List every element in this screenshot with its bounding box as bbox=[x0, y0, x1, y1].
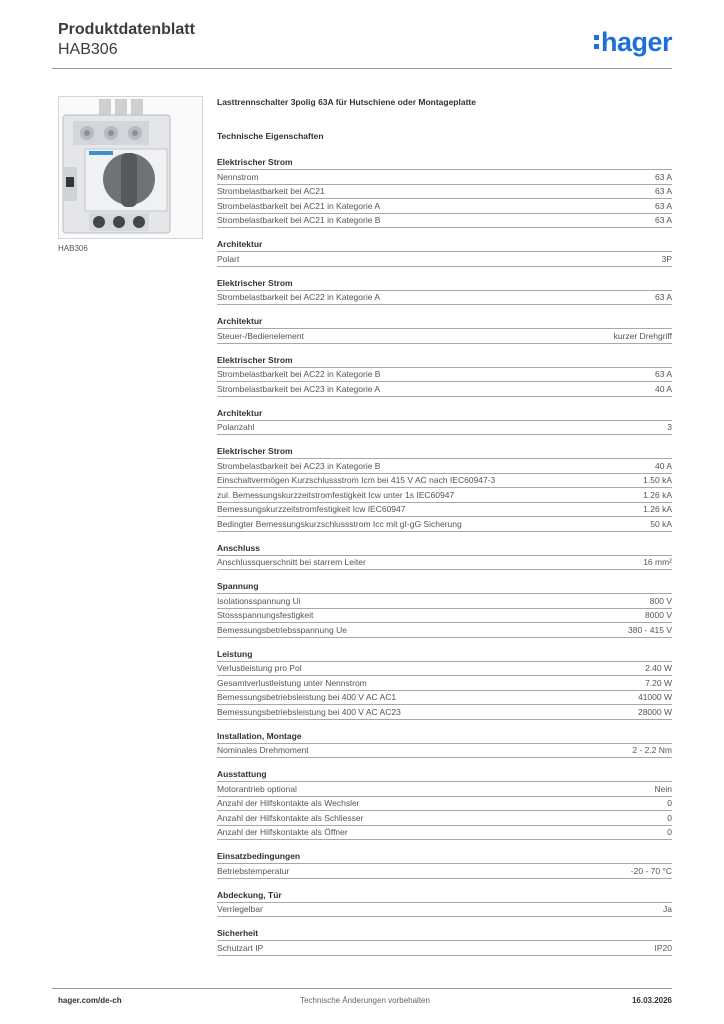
spec-label: Schutzart IP bbox=[217, 942, 264, 953]
spec-value: 63 A bbox=[654, 200, 672, 211]
spec-row bbox=[217, 329, 672, 344]
spec-label: zul. Bemessungskurzzeitstromfestigkeit Icw unter 1s IEC60947 bbox=[217, 489, 455, 500]
product-image bbox=[58, 96, 203, 239]
spec-group bbox=[217, 156, 672, 228]
spec-row bbox=[217, 609, 672, 624]
spec-group-title: Architektur bbox=[217, 238, 672, 252]
spec-group bbox=[217, 927, 672, 956]
spec-group bbox=[217, 277, 672, 306]
spec-group-title: Abdeckung, Tür bbox=[217, 889, 672, 903]
spec-row bbox=[217, 474, 672, 489]
spec-value: 0 bbox=[667, 812, 672, 823]
product-description: Lasttrennschalter 3polig 63A für Hutschiene oder Montageplatte bbox=[217, 97, 476, 107]
spec-label: Bemessungsbetriebsleistung bei 400 V AC AC1 bbox=[217, 692, 397, 703]
spec-label: Polanzahl bbox=[217, 422, 255, 433]
spec-label: Strombelastbarkeit bei AC22 in Kategorie A bbox=[217, 292, 381, 303]
spec-group-title: Einsatzbedingungen bbox=[217, 850, 672, 864]
spec-group bbox=[217, 730, 672, 759]
spec-row bbox=[217, 826, 672, 841]
section-heading: Technische Eigenschaften bbox=[217, 131, 324, 141]
spec-label: Anzahl der Hilfskontakte als Öffner bbox=[217, 827, 348, 838]
spec-row bbox=[217, 459, 672, 474]
spec-value: -20 - 70 °C bbox=[630, 865, 672, 876]
footer-date: 16.03.2026 bbox=[631, 996, 672, 1005]
spec-group bbox=[217, 315, 672, 344]
logo-dots-icon bbox=[594, 35, 599, 49]
spec-row bbox=[217, 811, 672, 826]
spec-value: 2.40 W bbox=[645, 663, 672, 674]
spec-group-title: Anschluss bbox=[217, 542, 672, 556]
spec-value: IP20 bbox=[654, 942, 672, 953]
spec-label: Strombelastbarkeit bei AC23 in Kategorie B bbox=[217, 460, 381, 471]
spec-value: kurzer Drehgriff bbox=[613, 330, 672, 341]
spec-row bbox=[217, 503, 672, 518]
spec-row bbox=[217, 903, 672, 918]
spec-group bbox=[217, 850, 672, 879]
spec-value: 16 mm² bbox=[643, 557, 672, 568]
spec-label: Anzahl der Hilfskontakte als Wechsler bbox=[217, 798, 360, 809]
spec-value: Ja bbox=[663, 904, 672, 915]
spec-group-title: Elektrischer Strom bbox=[217, 445, 672, 459]
spec-row bbox=[217, 691, 672, 706]
hager-logo[interactable] bbox=[594, 25, 672, 59]
spec-label: Strombelastbarkeit bei AC21 in Kategorie A bbox=[217, 200, 381, 211]
spec-group bbox=[217, 238, 672, 267]
spec-value: 63 A bbox=[654, 186, 672, 197]
spec-value: 40 A bbox=[654, 460, 672, 471]
spec-group-title: Installation, Montage bbox=[217, 730, 672, 744]
spec-row bbox=[217, 488, 672, 503]
header-divider bbox=[52, 68, 672, 69]
spec-row bbox=[217, 421, 672, 436]
spec-group-title: Elektrischer Strom bbox=[217, 156, 672, 170]
spec-row bbox=[217, 291, 672, 306]
spec-row bbox=[217, 594, 672, 609]
spec-label: Strombelastbarkeit bei AC23 in Kategorie A bbox=[217, 383, 381, 394]
page-header bbox=[58, 20, 672, 70]
page-footer bbox=[58, 996, 672, 1008]
spec-row bbox=[217, 744, 672, 759]
footer-divider bbox=[52, 988, 672, 989]
spec-value: 3 bbox=[667, 422, 672, 433]
spec-row bbox=[217, 864, 672, 879]
spec-label: Verriegelbar bbox=[217, 904, 263, 915]
spec-row bbox=[217, 170, 672, 185]
spec-value: 3P bbox=[661, 253, 672, 264]
spec-label: Einschaltvermögen Kurzschlussstrom Icm bei 415 V AC nach IEC60947-3 bbox=[217, 475, 496, 486]
spec-label: Bedingter Bemessungskurzschlussstrom Icc mit gI-gG Sicherung bbox=[217, 518, 462, 529]
switch-disconnector-illustration bbox=[59, 97, 202, 238]
spec-value: 2 - 2.2 Nm bbox=[632, 745, 672, 756]
spec-row bbox=[217, 662, 672, 677]
spec-group bbox=[217, 889, 672, 918]
spec-label: Motorantrieb optional bbox=[217, 783, 297, 794]
image-caption: HAB306 bbox=[58, 244, 88, 253]
spec-group-title: Ausstattung bbox=[217, 768, 672, 782]
spec-label: Polart bbox=[217, 253, 240, 264]
spec-label: Bemessungskurzzeitstromfestigkeit Icw IEC60947 bbox=[217, 504, 406, 515]
spec-value: 40 A bbox=[654, 383, 672, 394]
spec-label: Nennstrom bbox=[217, 171, 259, 182]
spec-group-title: Leistung bbox=[217, 648, 672, 662]
spec-row bbox=[217, 941, 672, 956]
spec-row bbox=[217, 676, 672, 691]
spec-group-title: Sicherheit bbox=[217, 927, 672, 941]
spec-label: Strombelastbarkeit bei AC21 bbox=[217, 186, 325, 197]
spec-content bbox=[217, 96, 672, 966]
spec-label: Bemessungsbetriebsspannung Ue bbox=[217, 624, 347, 635]
spec-label: Stossspannungsfestigkeit bbox=[217, 610, 314, 621]
spec-value: Nein bbox=[654, 783, 672, 794]
spec-row bbox=[217, 556, 672, 571]
spec-group bbox=[217, 542, 672, 571]
spec-label: Steuer-/Bedienelement bbox=[217, 330, 304, 341]
spec-value: 8000 V bbox=[645, 610, 672, 621]
logo-text: hager bbox=[600, 27, 672, 57]
spec-value: 800 V bbox=[649, 595, 672, 606]
spec-group-title: Architektur bbox=[217, 315, 672, 329]
spec-group-title: Spannung bbox=[217, 580, 672, 594]
spec-row bbox=[217, 782, 672, 797]
spec-label: Verlustleistung pro Pol bbox=[217, 663, 302, 674]
spec-label: Betriebstemperatur bbox=[217, 865, 290, 876]
spec-label: Nominales Drehmoment bbox=[217, 745, 309, 756]
spec-row bbox=[217, 214, 672, 229]
spec-group bbox=[217, 648, 672, 720]
footer-disclaimer: Technische Änderungen vorbehalten bbox=[300, 996, 430, 1005]
spec-value: 63 A bbox=[654, 215, 672, 226]
spec-group bbox=[217, 407, 672, 436]
spec-value: 63 A bbox=[654, 369, 672, 380]
spec-value: 7.20 W bbox=[645, 677, 672, 688]
spec-value: 1.50 kA bbox=[643, 475, 672, 486]
spec-row bbox=[217, 185, 672, 200]
spec-label: Gesamtverlustleistung unter Nennstrom bbox=[217, 677, 367, 688]
spec-value: 0 bbox=[667, 798, 672, 809]
spec-group-title: Architektur bbox=[217, 407, 672, 421]
page-title: Produktdatenblatt bbox=[58, 21, 195, 38]
spec-row bbox=[217, 623, 672, 638]
spec-label: Isolationsspannung Ui bbox=[217, 595, 301, 606]
spec-row bbox=[217, 199, 672, 214]
spec-group bbox=[217, 445, 672, 532]
spec-group-title: Elektrischer Strom bbox=[217, 354, 672, 368]
spec-value: 1.26 kA bbox=[643, 504, 672, 515]
spec-row bbox=[217, 252, 672, 267]
spec-row bbox=[217, 797, 672, 812]
spec-row bbox=[217, 368, 672, 383]
spec-value: 63 A bbox=[654, 171, 672, 182]
spec-value: 0 bbox=[667, 827, 672, 838]
spec-value: 50 kA bbox=[650, 518, 672, 529]
spec-label: Anschlussquerschnitt bei starrem Leiter bbox=[217, 557, 366, 568]
product-code: HAB306 bbox=[58, 41, 118, 58]
spec-row bbox=[217, 517, 672, 532]
spec-label: Anzahl der Hilfskontakte als Schliesser bbox=[217, 812, 364, 823]
spec-group bbox=[217, 354, 672, 397]
footer-website-link[interactable]: hager.com/de-ch bbox=[58, 996, 122, 1005]
spec-label: Bemessungsbetriebsleistung bei 400 V AC AC23 bbox=[217, 706, 401, 717]
spec-row bbox=[217, 705, 672, 720]
spec-groups bbox=[217, 156, 672, 956]
spec-row bbox=[217, 382, 672, 397]
spec-group bbox=[217, 768, 672, 840]
spec-value: 41000 W bbox=[637, 692, 672, 703]
spec-value: 28000 W bbox=[637, 706, 672, 717]
spec-value: 63 A bbox=[654, 292, 672, 303]
spec-label: Strombelastbarkeit bei AC22 in Kategorie B bbox=[217, 369, 381, 380]
spec-label: Strombelastbarkeit bei AC21 in Kategorie B bbox=[217, 215, 381, 226]
spec-value: 1.26 kA bbox=[643, 489, 672, 500]
spec-value: 380 - 415 V bbox=[628, 624, 672, 635]
spec-group-title: Elektrischer Strom bbox=[217, 277, 672, 291]
spec-group bbox=[217, 580, 672, 638]
